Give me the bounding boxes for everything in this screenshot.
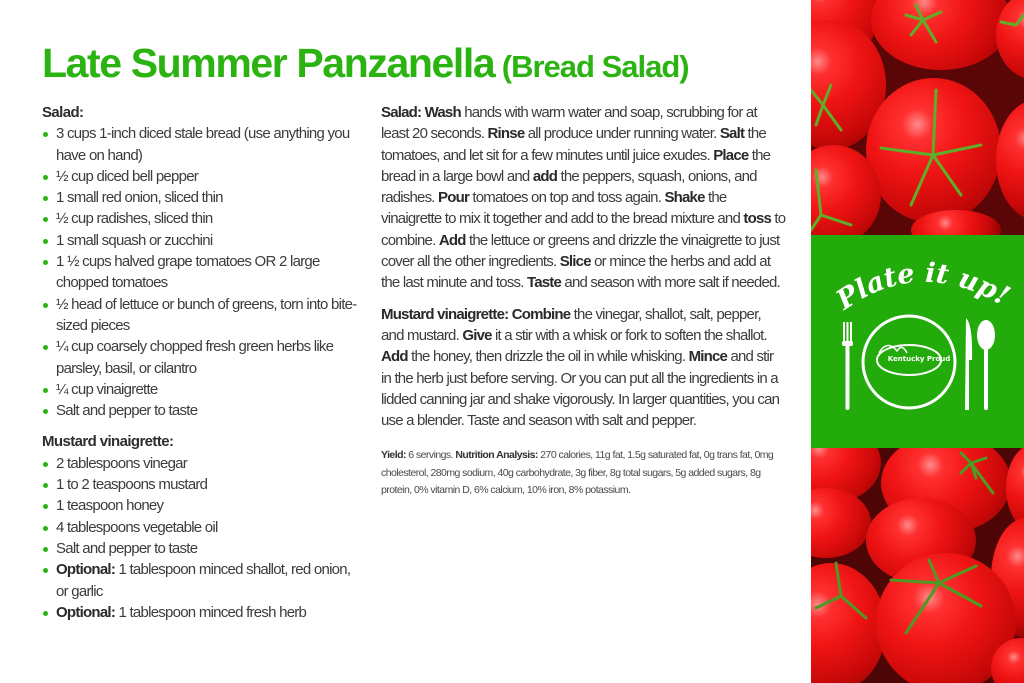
vinaigrette-directions [381, 304, 786, 432]
plate-it-up-logo-art [811, 235, 1024, 448]
emphasis-verb: Slice [559, 253, 591, 271]
emphasis-verb: Taste [526, 274, 562, 292]
emphasis-verb: Place [713, 146, 749, 164]
ingredient-item [42, 495, 362, 516]
emphasis-verb: Shake [664, 189, 705, 207]
emphasis-verb: Nutrition Analysis: [455, 449, 538, 462]
nutrition-info [381, 447, 786, 500]
ingredient-text: 3 cups 1-inch diced stale bread (use anything you have on hand) [56, 125, 350, 164]
ingredient-text: Salt and pepper to taste [56, 539, 198, 557]
plate-it-up-logo [811, 235, 1024, 448]
ingredient-item [42, 474, 362, 495]
emphasis-verb: toss [743, 210, 772, 228]
ingredients-column [42, 102, 362, 623]
emphasis-verb: Give [462, 326, 492, 344]
text-run: the vinegar, shallot, salt, pepper, and mustard. [381, 305, 761, 344]
kentucky-proud-badge [877, 345, 950, 375]
emphasis-verb: Salad: Wash [381, 104, 461, 121]
ingredient-text: ¼ cup vinaigrette [56, 380, 158, 398]
title-main: Late Summer Panzanella [42, 40, 495, 86]
emphasis-verb: Rinse [487, 125, 525, 143]
emphasis-verb: Salt [719, 125, 745, 143]
ingredient-item [42, 538, 362, 559]
text-run: or mince the herbs and add at the last minute and toss. [381, 253, 771, 292]
emphasis-verb: Mince [688, 348, 728, 366]
emphasis-verb: Add [438, 231, 466, 249]
emphasis-verb: Mustard vinaigrette: Combine [381, 305, 571, 323]
vinaigrette-ingredients-heading: Mustard vinaigrette: [42, 433, 174, 451]
ingredient-text: ¼ cup coarsely chopped fresh green herbs like parsley, basil, or cilantro [56, 338, 334, 377]
knife-icon [965, 318, 972, 410]
text-run: 270 calories, 11g fat, 1.5g saturated fat, 0g trans fat, 0mg cholesterol, 280mg sodium, 40g carbohydrate, 3g fiber, 8g total sugars, 5g added sugars, 8g protein, 0% vitamin D, 6% calcium, 10% iron, 8% potassium. [381, 449, 774, 497]
text-run: and season with more salt if needed. [561, 274, 780, 292]
ingredient-text: Salt and pepper to taste [56, 402, 198, 420]
logo-tagline: Plate it up! [831, 257, 1015, 317]
ingredient-item [42, 602, 362, 623]
ingredient-item [42, 251, 362, 294]
ingredient-text: 1 to 2 teaspoons mustard [56, 476, 208, 494]
text-run: it a stir with a whisk or fork to soften the shallot. [491, 326, 767, 344]
emphasis-verb: Yield: [381, 449, 406, 462]
ingredient-text: 4 tablespoons vegetable oil [56, 518, 218, 536]
text-run: hands with warm water and soap, scrubbing for at least 20 seconds. [381, 104, 757, 143]
tomato-stems-icon [811, 448, 1024, 683]
text-run: the honey, then drizzle the oil in while whisking. [407, 348, 689, 366]
title-subtitle: (Bread Salad) [501, 49, 689, 84]
ingredient-text: 1 small red onion, sliced thin [56, 189, 223, 207]
tomato-stems-icon [811, 0, 1024, 235]
fork-icon [842, 322, 853, 410]
ingredient-optional-label: Optional: [56, 561, 116, 579]
ingredient-text: 2 tablespoons vinegar [56, 454, 188, 472]
ingredient-text: ½ head of lettuce or bunch of greens, torn into bite-sized pieces [56, 295, 357, 334]
tomatoes-photo-bottom [811, 448, 1024, 683]
text-run: all produce under running water. [524, 125, 720, 143]
emphasis-verb: Pour [438, 189, 470, 207]
text-run: the bread in a large bowl and [381, 146, 771, 185]
ingredient-text: ½ cup diced bell pepper [56, 167, 199, 185]
ingredient-text: 1 tablespoon minced fresh herb [115, 603, 307, 621]
image-panel [811, 0, 1024, 683]
ingredient-item [42, 400, 362, 421]
text-run: the peppers, squash, onions, and radishes. [381, 167, 757, 207]
ingredient-text: 1 ½ cups halved grape tomatoes OR 2 large chopped tomatoes [56, 253, 320, 292]
salad-directions [381, 102, 786, 294]
tomatoes-photo-top [811, 0, 1024, 235]
svg-text:Plate it up! [830, 258, 1014, 317]
text-run: and stir in the herb just before serving. Or you can put all the ingredients in a lidded canning jar and shake vigorously. In larger quantities, you can use a blender. Taste and season with salt and pepper. [381, 348, 780, 430]
ingredient-item [42, 379, 362, 400]
logo-badge-text: Kentucky Proud [887, 355, 951, 363]
ingredient-item [42, 453, 362, 474]
ingredient-text: 1 teaspoon honey [56, 497, 164, 515]
ingredient-item [42, 336, 362, 379]
ingredient-text: ½ cup radishes, sliced thin [56, 210, 213, 228]
ingredient-text: 1 tablespoon minced shallot, red onion, or garlic [56, 561, 351, 600]
emphasis-verb: Add [381, 348, 408, 366]
ingredient-optional-label: Optional: [56, 603, 116, 621]
text-run: 6 servings. [405, 449, 456, 462]
salad-ingredients-list [42, 123, 362, 421]
text-run: the vinaigrette to mix it together and add to the bread mixture and [381, 189, 744, 228]
spoon-icon [977, 320, 995, 410]
ingredient-text: 1 small squash or zucchini [56, 231, 213, 249]
vinaigrette-ingredients-list [42, 453, 362, 623]
ingredient-item [42, 123, 362, 166]
emphasis-verb: add [532, 167, 558, 185]
ingredient-item [42, 166, 362, 187]
ingredient-item [42, 187, 362, 208]
directions-column [381, 102, 786, 500]
ingredient-item [42, 294, 362, 337]
text-run: the lettuce or greens and drizzle the vinaigrette to just cover all the other ingredients. [381, 231, 780, 271]
text-run: tomatoes on top and toss again. [469, 189, 665, 207]
salad-ingredients-heading: Salad: [42, 104, 84, 121]
ingredient-item [42, 559, 362, 602]
recipe-title [42, 40, 689, 87]
text-run: the tomatoes, and let sit for a few minutes until juice exudes. [381, 125, 766, 164]
ingredient-item [42, 517, 362, 538]
text-run: to combine. [381, 210, 786, 249]
ingredient-item [42, 208, 362, 229]
ingredient-item [42, 230, 362, 251]
